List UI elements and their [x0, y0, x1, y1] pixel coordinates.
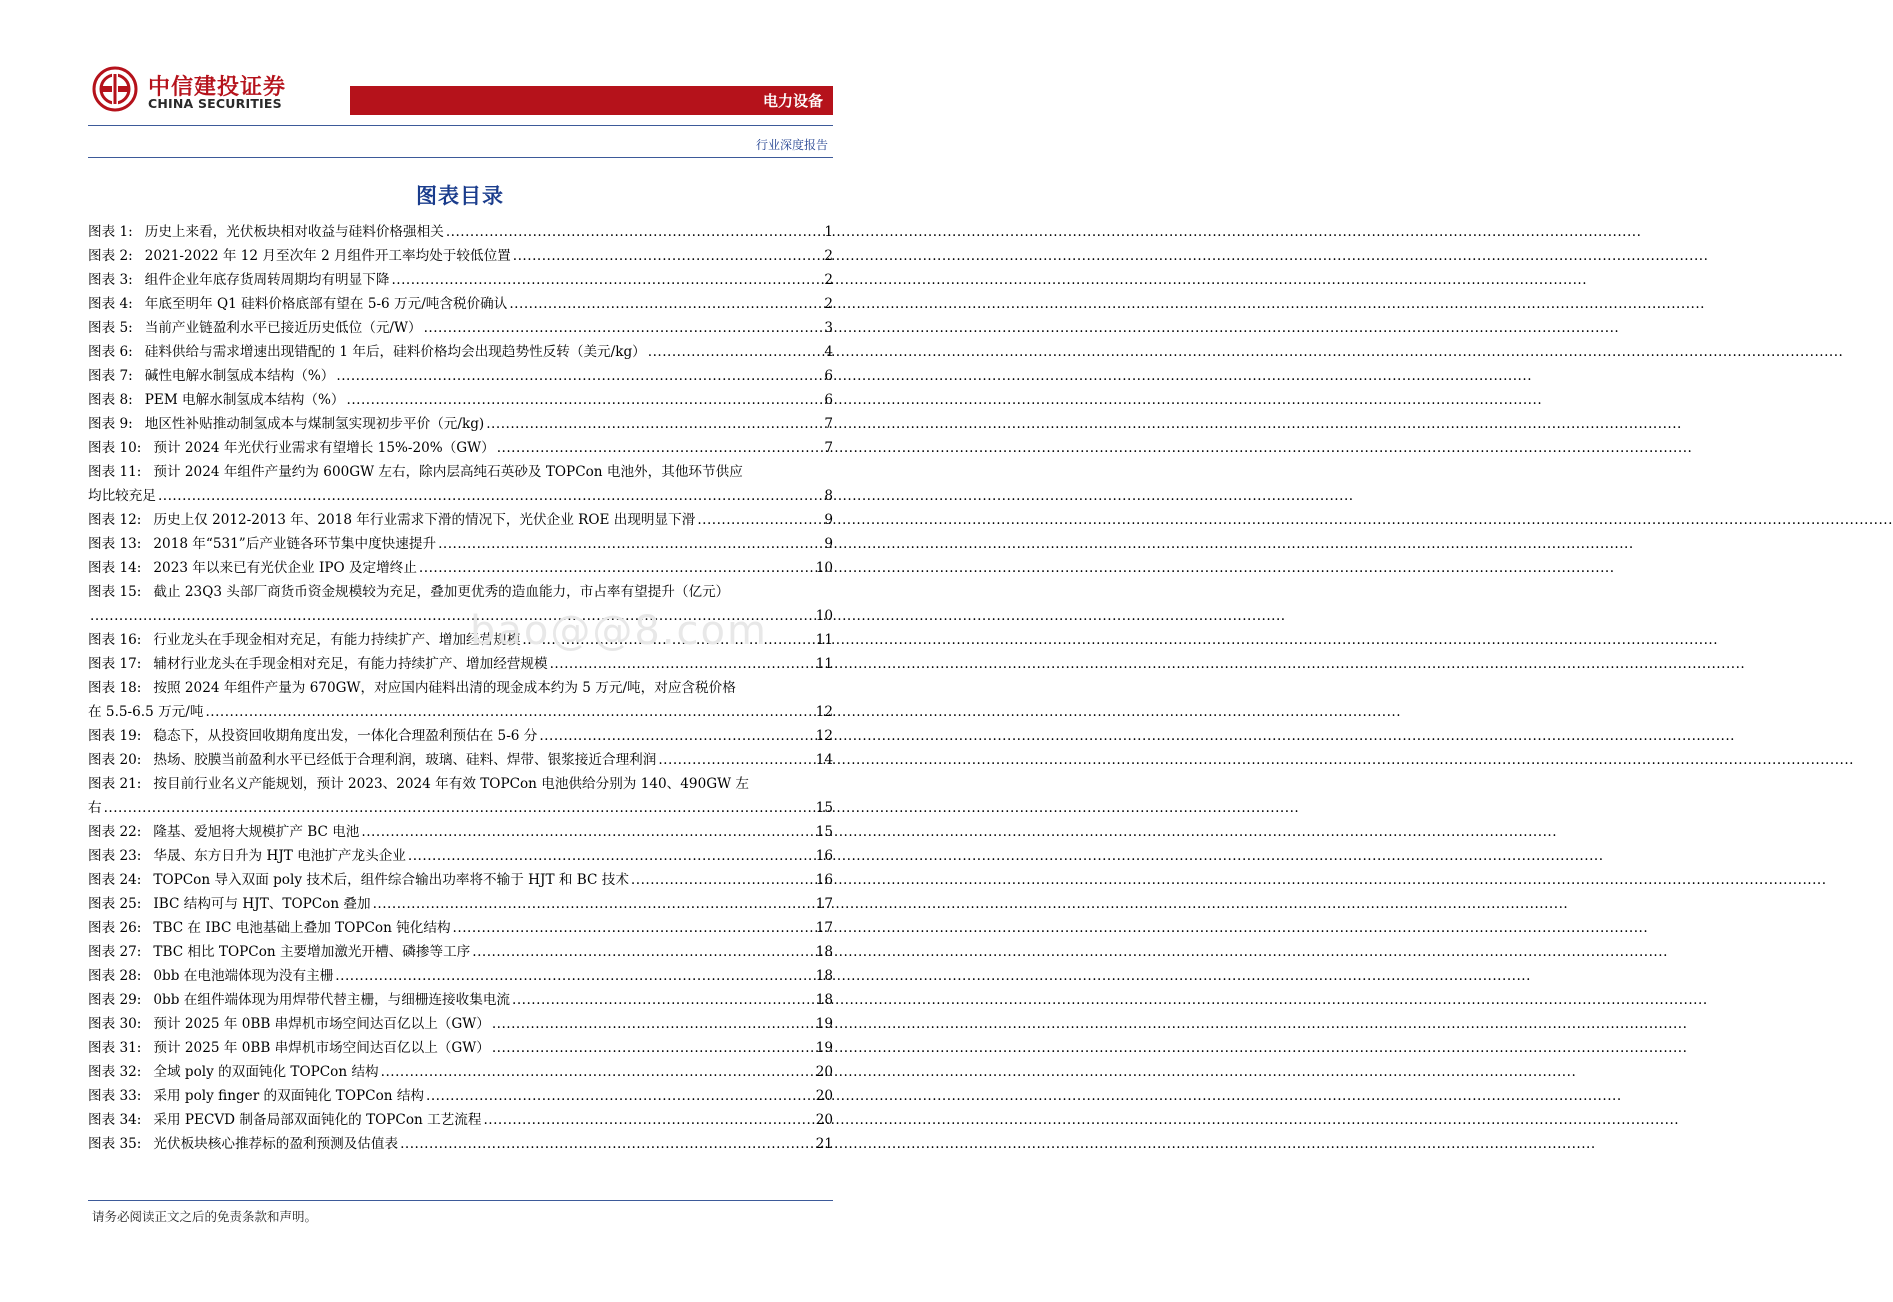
- toc-entry-label: 图表 32:: [88, 1064, 142, 1080]
- toc-entry-label: 图表 24:: [88, 872, 142, 888]
- toc-entry-label: 图表 3:: [88, 272, 133, 288]
- toc-leader-dots: [373, 892, 814, 916]
- toc-entry-title: 预计 2025 年 0BB 串焊机市场空间达百亿以上（GW）: [153, 1040, 490, 1056]
- toc-entry-page: 11: [815, 632, 833, 648]
- toc-entry-label: 图表 28:: [88, 968, 142, 984]
- toc-entry[interactable]: [88, 436, 833, 460]
- toc-entry-title-continued: 均比较充足: [88, 488, 156, 504]
- toc-entry-title: TOPCon 导入双面 poly 技术后，组件综合输出功率将不输于 HJT 和 BC 技术: [153, 872, 629, 888]
- toc-entry-title: 热场、胶膜当前盈利水平已经低于合理利润，玻璃、硅料、焊带、银浆接近合理利润: [153, 752, 657, 768]
- toc-entry-title: 预计 2025 年 0BB 串焊机市场空间达百亿以上（GW）: [153, 1016, 490, 1032]
- toc-entry-label: 图表 26:: [88, 920, 142, 936]
- toc-entry-title: 采用 PECVD 制备局部双面钝化的 TOPCon 工艺流程: [153, 1112, 482, 1128]
- china-securities-logo-icon: [92, 66, 138, 112]
- toc-entry-label: 图表 10:: [88, 440, 142, 456]
- sector-banner: [350, 86, 833, 115]
- toc-entry-label: 图表 1:: [88, 224, 133, 240]
- toc-entry-page: 2: [824, 272, 833, 288]
- toc-leader-dots: [419, 556, 814, 580]
- toc-entry-page: 1: [824, 224, 833, 240]
- toc-leader-dots: [497, 436, 823, 460]
- toc-entry-title: 稳态下，从投资回收期角度出发，一体化合理盈利预估在 5-6 分: [153, 728, 538, 744]
- toc-entry[interactable]: [88, 364, 833, 388]
- toc-entry[interactable]: [88, 724, 833, 748]
- toc-entry-page: 18: [815, 968, 833, 984]
- toc-entry[interactable]: [88, 412, 833, 436]
- company-logo: [92, 66, 292, 120]
- toc-entry-page: 15: [815, 824, 833, 840]
- toc-leader-dots: [453, 916, 814, 940]
- toc-entry-title: 2018 年“531”后产业链各环节集中度快速提升: [153, 536, 437, 552]
- toc-entry-page: 12: [815, 728, 833, 744]
- toc-entry-page: 9: [824, 512, 833, 528]
- toc-entry-page: 12: [815, 704, 833, 720]
- toc-entry-title: 截止 23Q3 头部厂商货币资金规模较为充足，叠加更优秀的造血能力，市占率有望提升（亿元）: [153, 584, 730, 600]
- toc-entry-title: 历史上来看，光伏板块相对收益与硅料价格强相关: [144, 224, 444, 240]
- toc-entry-page: 11: [815, 656, 833, 672]
- toc-entry-title: 按目前行业名义产能规划，预计 2023、2024 年有效 TOPCon 电池供给分别为 140、490GW 左: [153, 776, 749, 792]
- toc-entry[interactable]: [88, 628, 833, 652]
- toc-entry-label: 图表 16:: [88, 632, 142, 648]
- toc-entry-label: 图表 20:: [88, 752, 142, 768]
- toc-entry-label: 图表 27:: [88, 944, 142, 960]
- toc-leader-dots: [104, 796, 814, 820]
- toc-entry-page: 21: [815, 1136, 833, 1152]
- toc-entry[interactable]: [88, 1108, 833, 1132]
- toc-entry-label: 图表 17:: [88, 656, 142, 672]
- toc-entry-label: 图表 19:: [88, 728, 142, 744]
- sector-label: 电力设备: [762, 92, 823, 110]
- toc-entry-title: 按照 2024 年组件产量为 670GW，对应国内硅料出清的现金成本约为 5 万元/吨，对应含税价格: [153, 680, 736, 696]
- toc-entry-page: 7: [824, 416, 833, 432]
- toc-entry[interactable]: [88, 1132, 833, 1156]
- toc-entry[interactable]: [88, 1084, 833, 1108]
- toc-entry[interactable]: [88, 220, 833, 244]
- toc-leader-dots: [483, 1108, 813, 1132]
- toc-entry-page: 18: [815, 992, 833, 1008]
- toc-entry-label: 图表 25:: [88, 896, 142, 912]
- toc-entry-title: 组件企业年底存货周转周期均有明显下降: [144, 272, 390, 288]
- toc-entry[interactable]: [88, 1012, 833, 1036]
- toc-entry-label: 图表 7:: [88, 368, 133, 384]
- toc-entry[interactable]: [88, 532, 833, 556]
- toc-leader-dots: [158, 484, 822, 508]
- toc-entry-label: 图表 15:: [88, 584, 142, 600]
- toc-entry-title: 预计 2024 年光伏行业需求有望增长 15%-20%（GW）: [153, 440, 495, 456]
- toc-entry-label: 图表 5:: [88, 320, 133, 336]
- toc-leader-dots: [513, 244, 823, 268]
- toc-entry-label: 图表 18:: [88, 680, 142, 696]
- toc-entry-label: 图表 29:: [88, 992, 142, 1008]
- toc-entry-label: 图表 9:: [88, 416, 133, 432]
- toc-entry-title: 采用 poly finger 的双面钝化 TOPCon 结构: [153, 1088, 425, 1104]
- toc-entry-page: 8: [824, 488, 833, 504]
- toc-entry-page: 19: [815, 1016, 833, 1032]
- toc-entry[interactable]: [88, 988, 833, 1012]
- toc-entry[interactable]: [88, 916, 833, 940]
- toc-entry[interactable]: [88, 268, 833, 292]
- toc-entry-label: 图表 34:: [88, 1112, 142, 1128]
- toc-entry[interactable]: [88, 508, 833, 532]
- toc-entry-page: 7: [824, 440, 833, 456]
- toc-entry-title: 0bb 在组件端体现为用焊带代替主栅，与细栅连接收集电流: [153, 992, 511, 1008]
- toc-title: 图表目录: [416, 184, 504, 208]
- toc-entry[interactable]: [88, 820, 833, 844]
- toc-entry-title-continued: 右: [88, 800, 102, 816]
- toc-entry-title: 2023 年以来已有光伏企业 IPO 及定增终止: [153, 560, 417, 576]
- toc-leader-dots: [492, 1036, 814, 1060]
- toc-entry-page: 16: [815, 848, 833, 864]
- toc-entry-page: 16: [815, 872, 833, 888]
- toc-leader-dots: [446, 220, 823, 244]
- toc-entry-page: 6: [824, 392, 833, 408]
- toc-leader-dots: [336, 364, 822, 388]
- toc-leader-dots: [424, 316, 823, 340]
- toc-entry[interactable]: [88, 652, 833, 676]
- brand-name-en: CHINA SECURITIES: [148, 96, 282, 111]
- toc-leader-dots: [658, 748, 813, 772]
- toc-entry[interactable]: [88, 1060, 833, 1084]
- toc-entry-page: 9: [824, 536, 833, 552]
- toc-leader-dots: [648, 340, 823, 364]
- toc-entry-title: 年底至明年 Q1 硅料价格底部有望在 5-6 万元/吨含税价确认: [144, 296, 508, 312]
- toc-leader-dots: [539, 724, 813, 748]
- toc-leader-dots: [361, 820, 813, 844]
- toc-entry-label: 图表 12:: [88, 512, 142, 528]
- toc-entry-page: 6: [824, 368, 833, 384]
- toc-leader-dots: [631, 868, 814, 892]
- toc-entry-label: 图表 14:: [88, 560, 142, 576]
- toc-entry-page: 20: [815, 1064, 833, 1080]
- toc-entry[interactable]: [88, 244, 833, 268]
- toc-entry-title-continued: 在 5.5-6.5 万元/吨: [88, 704, 204, 720]
- toc-leader-dots: [205, 700, 813, 724]
- toc-leader-dots: [512, 988, 814, 1012]
- toc-entry-page: 20: [815, 1112, 833, 1128]
- toc-leader-dots: [347, 388, 823, 412]
- toc-entry-label: 图表 6:: [88, 344, 133, 360]
- brand-name-cn: 中信建投证券: [148, 75, 287, 100]
- toc-leader-dots: [509, 292, 822, 316]
- toc-entry-page: 17: [815, 896, 833, 912]
- toc-list: [88, 220, 833, 1156]
- toc-entry-label: 图表 35:: [88, 1136, 142, 1152]
- toc-leader-dots: [522, 628, 813, 652]
- watermark: bao@@8.com: [470, 608, 768, 654]
- toc-entry-title: 当前产业链盈利水平已接近历史低位（元/W）: [144, 320, 422, 336]
- toc-leader-dots: [486, 412, 822, 436]
- toc-entry-label: 图表 21:: [88, 776, 142, 792]
- toc-entry[interactable]: [88, 940, 833, 964]
- toc-leader-dots: [492, 1012, 814, 1036]
- toc-entry-page: 10: [815, 560, 833, 576]
- toc-leader-dots: [426, 1084, 814, 1108]
- toc-entry[interactable]: [88, 316, 833, 340]
- toc-entry[interactable]: [88, 892, 833, 916]
- toc-entry-title: 华晟、东方日升为 HJT 电池扩产龙头企业: [153, 848, 406, 864]
- report-type: 行业深度报告: [755, 138, 828, 152]
- toc-entry-title: TBC 在 IBC 电池基础上叠加 TOPCon 钝化结构: [153, 920, 451, 936]
- toc-entry-page: 20: [815, 1088, 833, 1104]
- toc-entry-page: 4: [824, 344, 833, 360]
- toc-entry[interactable]: [88, 844, 833, 868]
- toc-entry-title: 地区性补贴推动制氢成本与煤制氢实现初步平价（元/kg): [144, 416, 485, 432]
- toc-entry[interactable]: [88, 868, 833, 892]
- toc-entry-title: 硅料供给与需求增速出现错配的 1 年后，硅料价格均会出现趋势性反转（美元/kg）: [144, 344, 646, 360]
- toc-leader-dots: [90, 604, 814, 628]
- toc-entry-page: 3: [824, 320, 833, 336]
- toc-entry[interactable]: [88, 340, 833, 364]
- toc-entry-page: 2: [824, 296, 833, 312]
- toc-entry-title: TBC 相比 TOPCon 主要增加激光开槽、磷掺等工序: [153, 944, 471, 960]
- toc-entry[interactable]: [88, 388, 833, 412]
- toc-entry-page: 17: [815, 920, 833, 936]
- toc-entry-label: 图表 4:: [88, 296, 133, 312]
- toc-entry-title: 辅材行业龙头在手现金相对充足，有能力持续扩产、增加经营规模: [153, 656, 548, 672]
- toc-entry-title: 全域 poly 的双面钝化 TOPCon 结构: [153, 1064, 379, 1080]
- toc-entry-title: IBC 结构可与 HJT、TOPCon 叠加: [153, 896, 371, 912]
- toc-entry-page: 18: [815, 944, 833, 960]
- toc-entry-title: 0bb 在电池端体现为没有主栅: [153, 968, 334, 984]
- toc-entry-label: 图表 23:: [88, 848, 142, 864]
- toc-entry[interactable]: [88, 1036, 833, 1060]
- toc-entry-label: 图表 30:: [88, 1016, 142, 1032]
- header-divider: [88, 125, 833, 126]
- toc-entry-label: 图表 33:: [88, 1088, 142, 1104]
- toc-entry-page: 15: [815, 800, 833, 816]
- toc-entry-label: 图表 31:: [88, 1040, 142, 1056]
- toc-leader-dots: [335, 964, 813, 988]
- toc-entry[interactable]: [88, 556, 833, 580]
- toc-entry-title: 碱性电解水制氢成本结构（%）: [144, 368, 335, 384]
- toc-entry-title: 隆基、爱旭将大规模扩产 BC 电池: [153, 824, 360, 840]
- toc-entry-title: PEM 电解水制氢成本结构（%）: [144, 392, 345, 408]
- toc-entry-label: 图表 2:: [88, 248, 133, 264]
- toc-leader-dots: [400, 1132, 814, 1156]
- footer-disclaimer: 请务必阅读正文之后的免责条款和声明。: [92, 1209, 318, 1224]
- toc-entry-label: 图表 8:: [88, 392, 133, 408]
- toc-leader-dots: [697, 508, 822, 532]
- toc-entry-label: 图表 22:: [88, 824, 142, 840]
- toc-entry-title: 光伏板块核心推荐标的盈利预测及估值表: [153, 1136, 399, 1152]
- toc-entry[interactable]: [88, 676, 833, 724]
- toc-entry-title: 历史上仅 2012-2013 年、2018 年行业需求下滑的情况下，光伏企业 ROE 出现明显下滑: [153, 512, 696, 528]
- toc-entry[interactable]: [88, 460, 833, 508]
- toc-entry[interactable]: [88, 748, 833, 772]
- toc-entry-page: 19: [815, 1040, 833, 1056]
- toc-entry-page: 10: [815, 608, 833, 624]
- toc-entry-title: 行业龙头在手现金相对充足，有能力持续扩产、增加经营规模: [153, 632, 521, 648]
- toc-entry[interactable]: [88, 772, 833, 820]
- toc-entry-label: 图表 11:: [88, 464, 142, 480]
- toc-entry-label: 图表 13:: [88, 536, 142, 552]
- toc-leader-dots: [381, 1060, 814, 1084]
- toc-leader-dots: [550, 652, 814, 676]
- toc-entry-title: 2021-2022 年 12 月至次年 2 月组件开工率均处于较低位置: [144, 248, 511, 264]
- toc-entry[interactable]: [88, 964, 833, 988]
- toc-entry-page: 14: [815, 752, 833, 768]
- footer-divider: [88, 1200, 833, 1201]
- toc-entry-page: 2: [824, 248, 833, 264]
- header-divider-2: [88, 157, 833, 158]
- toc-leader-dots: [391, 268, 822, 292]
- toc-leader-dots: [472, 940, 813, 964]
- toc-entry[interactable]: [88, 580, 833, 628]
- toc-leader-dots: [408, 844, 814, 868]
- toc-leader-dots: [438, 532, 822, 556]
- toc-entry[interactable]: [88, 292, 833, 316]
- toc-entry-title: 预计 2024 年组件产量约为 600GW 左右，除内层高纯石英砂及 TOPCon 电池外，其他环节供应: [153, 464, 743, 480]
